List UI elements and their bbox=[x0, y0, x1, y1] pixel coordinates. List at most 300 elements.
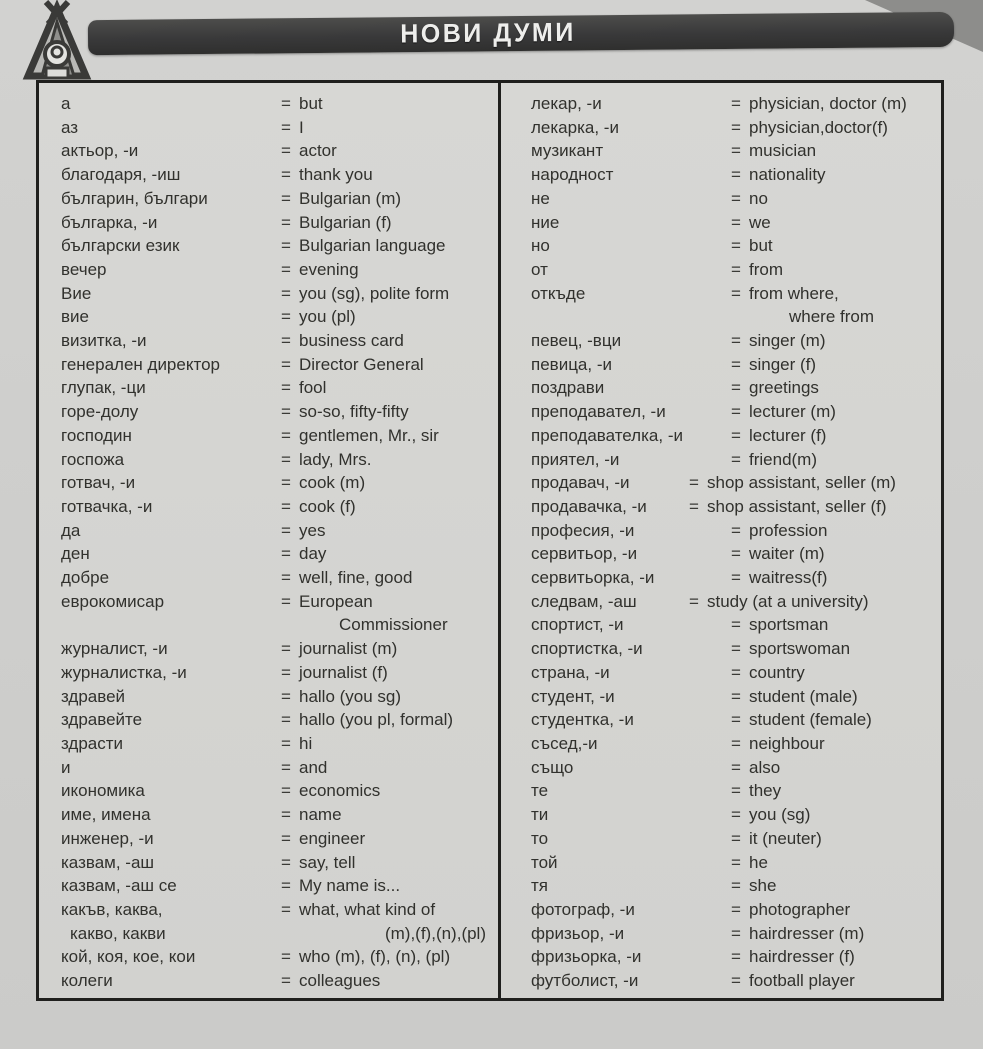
vocab-entry bbox=[531, 282, 937, 329]
equals-sign: = bbox=[281, 662, 291, 682]
vocab-entry bbox=[531, 637, 937, 661]
bulgarian-term: страна, -и bbox=[531, 662, 610, 682]
vocab-entry bbox=[61, 211, 492, 235]
english-translation: fool bbox=[299, 378, 327, 398]
vocab-entry bbox=[531, 566, 937, 590]
english-translation: they bbox=[749, 781, 782, 801]
equals-sign: = bbox=[281, 236, 291, 256]
english-translation: singer (m) bbox=[749, 331, 826, 351]
equals-sign: = bbox=[689, 496, 699, 516]
bulgarian-term-continuation: какво, какви bbox=[70, 923, 166, 943]
equals-sign: = bbox=[731, 686, 741, 706]
equals-sign: = bbox=[281, 852, 291, 872]
bulgarian-term: откъде bbox=[531, 283, 586, 303]
vocab-entry bbox=[61, 874, 492, 898]
english-translation: who (m), (f), (n), (pl) bbox=[299, 947, 451, 967]
vocab-entry bbox=[61, 448, 492, 472]
english-translation: name bbox=[299, 805, 342, 825]
bulgarian-term: сервитьорка, -и bbox=[531, 568, 655, 588]
vocab-entry bbox=[531, 969, 937, 993]
equals-sign: = bbox=[731, 615, 741, 635]
equals-sign: = bbox=[281, 259, 291, 279]
english-translation: journalist (m) bbox=[299, 639, 398, 659]
equals-sign: = bbox=[731, 947, 741, 967]
bulgarian-term: студентка, -и bbox=[531, 710, 634, 730]
bulgarian-term: готвачка, -и bbox=[61, 496, 153, 516]
vocab-entry bbox=[61, 234, 492, 258]
equals-sign: = bbox=[731, 449, 741, 469]
equals-sign: = bbox=[281, 828, 291, 848]
equals-sign: = bbox=[281, 876, 291, 896]
english-translation: greetings bbox=[749, 378, 819, 398]
vocab-entry bbox=[61, 282, 492, 306]
bulgarian-term: сервитьор, -и bbox=[531, 544, 638, 564]
vocab-entry bbox=[61, 139, 492, 163]
english-translation: she bbox=[749, 876, 777, 896]
vocab-entry bbox=[61, 163, 492, 187]
bulgarian-term: съсед,-и bbox=[531, 733, 598, 753]
equals-sign: = bbox=[731, 923, 741, 943]
bulgarian-term: вечер bbox=[61, 259, 107, 279]
english-translation: lecturer (m) bbox=[749, 402, 836, 422]
equals-sign: = bbox=[281, 496, 291, 516]
bulgarian-term: ние bbox=[531, 212, 560, 232]
english-translation: student (male) bbox=[749, 686, 858, 706]
equals-sign: = bbox=[731, 971, 741, 991]
equals-sign: = bbox=[731, 520, 741, 540]
vocab-entry bbox=[61, 305, 492, 329]
vocab-entry bbox=[61, 353, 492, 377]
vocab-entry bbox=[61, 258, 492, 282]
vocab-entry bbox=[531, 139, 937, 163]
vocab-entry bbox=[531, 258, 937, 282]
vocab-entry bbox=[531, 590, 937, 614]
vocab-entry bbox=[531, 400, 937, 424]
vocab-entry bbox=[61, 945, 492, 969]
equals-sign: = bbox=[731, 544, 741, 564]
bulgarian-term: аз bbox=[61, 117, 79, 137]
vocab-entry bbox=[61, 708, 492, 732]
vocab-entry bbox=[531, 732, 937, 756]
equals-sign: = bbox=[281, 757, 291, 777]
bulgarian-term: и bbox=[61, 757, 71, 777]
english-translation: and bbox=[299, 757, 328, 777]
english-translation: physician, doctor (m) bbox=[749, 94, 907, 113]
english-translation: friend(m) bbox=[749, 449, 818, 469]
bulgarian-term: българин, българи bbox=[61, 188, 208, 208]
bulgarian-term: приятел, -и bbox=[531, 449, 620, 469]
bulgarian-term: музикант bbox=[531, 141, 604, 161]
vocab-entry bbox=[531, 519, 937, 543]
bulgarian-term: икономика bbox=[61, 781, 145, 801]
bulgarian-term: лекар, -и bbox=[531, 94, 602, 113]
bulgarian-term: народност bbox=[531, 165, 614, 185]
vocab-entry bbox=[531, 353, 937, 377]
english-translation: say, tell bbox=[299, 852, 356, 872]
english-translation: day bbox=[299, 544, 327, 564]
equals-sign: = bbox=[731, 212, 741, 232]
vocab-entry bbox=[61, 732, 492, 756]
bulgarian-term: инженер, -и bbox=[61, 828, 154, 848]
english-translation-continuation: where from bbox=[789, 307, 875, 327]
equals-sign: = bbox=[281, 165, 291, 185]
vocab-entry bbox=[61, 329, 492, 353]
vocab-entry bbox=[531, 922, 937, 946]
english-translation: cook (f) bbox=[299, 496, 356, 516]
bulgarian-term: професия, -и bbox=[531, 520, 635, 540]
vocabulary-table bbox=[36, 80, 944, 1001]
english-translation: Bulgarian (m) bbox=[299, 188, 402, 208]
equals-sign: = bbox=[731, 662, 741, 682]
vocab-entry bbox=[61, 851, 492, 875]
bulgarian-term: визитка, -и bbox=[61, 331, 147, 351]
bulgarian-term: госпожа bbox=[61, 449, 125, 469]
equals-sign: = bbox=[281, 686, 291, 706]
equals-sign: = bbox=[281, 117, 291, 137]
equals-sign: = bbox=[731, 259, 741, 279]
vocab-entry bbox=[61, 542, 492, 566]
vocab-entry bbox=[531, 116, 937, 140]
english-translation: evening bbox=[299, 259, 359, 279]
bulgarian-term: здравейте bbox=[61, 710, 143, 730]
bulgarian-term: да bbox=[61, 520, 81, 540]
equals-sign: = bbox=[731, 852, 741, 872]
english-translation: he bbox=[749, 852, 768, 872]
bulgarian-term: преподавателка, -и bbox=[531, 425, 683, 445]
vocab-entry bbox=[531, 945, 937, 969]
bulgarian-term: глупак, -ци bbox=[61, 378, 146, 398]
bulgarian-term: също bbox=[531, 757, 574, 777]
equals-sign: = bbox=[731, 757, 741, 777]
bulgarian-term: кой, коя, кое, кои bbox=[61, 947, 196, 967]
bulgarian-term: фризьорка, -и bbox=[531, 947, 642, 967]
vocab-entry bbox=[531, 803, 937, 827]
bulgarian-term: певец, -вци bbox=[531, 331, 622, 351]
english-translation: what, what kind of (m),(f),(n),(pl) bbox=[299, 898, 492, 945]
vocab-entry bbox=[531, 851, 937, 875]
bulgarian-term: горе-долу bbox=[61, 402, 139, 422]
english-translation: hallo (you sg) bbox=[299, 686, 402, 706]
vocab-entry bbox=[531, 495, 937, 519]
bulgarian-term: актьор, -и bbox=[61, 141, 139, 161]
bulgarian-term: преподавател, -и bbox=[531, 402, 666, 422]
english-translation: business card bbox=[299, 331, 404, 351]
bulgarian-term: спортист, -и bbox=[531, 615, 624, 635]
equals-sign: = bbox=[281, 733, 291, 753]
equals-sign: = bbox=[731, 828, 741, 848]
equals-sign: = bbox=[281, 331, 291, 351]
english-translation: European Commissioner bbox=[299, 590, 492, 637]
english-translation-continuation: (m),(f),(n),(pl) bbox=[384, 923, 486, 943]
bulgarian-term: поздрави bbox=[531, 378, 605, 398]
vocab-entry bbox=[61, 898, 492, 945]
english-translation: economics bbox=[299, 781, 381, 801]
vocab-entry bbox=[61, 756, 492, 780]
bulgarian-term: генерален директор bbox=[61, 354, 220, 374]
vocab-entry bbox=[61, 803, 492, 827]
equals-sign: = bbox=[731, 236, 741, 256]
equals-sign: = bbox=[731, 354, 741, 374]
equals-sign: = bbox=[281, 805, 291, 825]
vocab-entry bbox=[531, 376, 937, 400]
english-translation: from where, where from bbox=[749, 282, 937, 329]
vocab-entry bbox=[531, 471, 937, 495]
vocab-entry bbox=[61, 779, 492, 803]
equals-sign: = bbox=[731, 378, 741, 398]
vocab-entry bbox=[61, 969, 492, 993]
vocab-entry bbox=[61, 519, 492, 543]
english-translation: so-so, fifty-fifty bbox=[299, 402, 409, 422]
bulgarian-term: име, имена bbox=[61, 805, 151, 825]
equals-sign: = bbox=[731, 425, 741, 445]
bulgarian-term: не bbox=[531, 188, 550, 208]
bulgarian-term: продавачка, -и bbox=[531, 496, 647, 516]
english-translation: Director General bbox=[299, 354, 424, 374]
vocab-entry bbox=[531, 211, 937, 235]
equals-sign: = bbox=[281, 899, 291, 919]
equals-sign: = bbox=[281, 283, 291, 303]
equals-sign: = bbox=[281, 449, 291, 469]
equals-sign: = bbox=[731, 733, 741, 753]
english-translation: journalist (f) bbox=[299, 662, 388, 682]
equals-sign: = bbox=[281, 473, 291, 493]
equals-sign: = bbox=[281, 544, 291, 564]
equals-sign: = bbox=[731, 876, 741, 896]
bulgarian-term: студент, -и bbox=[531, 686, 615, 706]
english-translation: student (female) bbox=[749, 710, 872, 730]
english-translation: also bbox=[749, 757, 781, 777]
english-translation: we bbox=[749, 212, 771, 232]
bulgarian-term: ден bbox=[61, 544, 90, 564]
equals-sign: = bbox=[731, 710, 741, 730]
english-translation: you (pl) bbox=[299, 307, 356, 327]
bulgarian-term: български език bbox=[61, 236, 180, 256]
equals-sign: = bbox=[281, 520, 291, 540]
english-translation: football player bbox=[749, 971, 855, 991]
page-title: НОВИ ДУМИ bbox=[400, 17, 576, 49]
equals-sign: = bbox=[731, 117, 741, 137]
vocab-entry bbox=[531, 187, 937, 211]
equals-sign: = bbox=[731, 781, 741, 801]
vocab-entry bbox=[531, 542, 937, 566]
equals-sign: = bbox=[731, 165, 741, 185]
vocab-entry bbox=[61, 471, 492, 495]
vocab-entry bbox=[531, 163, 937, 187]
equals-sign: = bbox=[731, 283, 741, 303]
vocab-entry bbox=[531, 827, 937, 851]
vocab-entry bbox=[531, 756, 937, 780]
vocab-entry bbox=[531, 685, 937, 709]
bulgarian-term: следвам, -аш bbox=[531, 591, 637, 611]
english-translation: from bbox=[749, 259, 783, 279]
english-translation: study (at a university) bbox=[707, 591, 869, 611]
equals-sign: = bbox=[731, 568, 741, 588]
bulgarian-term: той bbox=[531, 852, 558, 872]
equals-sign: = bbox=[731, 639, 741, 659]
english-translation: musician bbox=[749, 141, 817, 161]
english-translation: waiter (m) bbox=[749, 544, 825, 564]
vocab-entry bbox=[61, 424, 492, 448]
bulgarian-term: ти bbox=[531, 805, 549, 825]
english-translation: profession bbox=[749, 520, 828, 540]
vocab-entry bbox=[531, 661, 937, 685]
equals-sign: = bbox=[281, 402, 291, 422]
vocab-entry bbox=[531, 898, 937, 922]
vocab-entry bbox=[61, 661, 492, 685]
english-translation: you (sg), polite form bbox=[299, 283, 450, 303]
bulgarian-term: готвач, -и bbox=[61, 473, 136, 493]
english-translation: yes bbox=[299, 520, 326, 540]
english-translation: country bbox=[749, 662, 805, 682]
bulgarian-term: добре bbox=[61, 568, 110, 588]
bulgarian-term: спортистка, -и bbox=[531, 639, 643, 659]
vocab-entry bbox=[61, 116, 492, 140]
vocab-entry bbox=[61, 566, 492, 590]
english-translation: hairdresser (f) bbox=[749, 947, 855, 967]
vocab-entry bbox=[61, 685, 492, 709]
bulgarian-term: футболист, -и bbox=[531, 971, 639, 991]
vocab-entry bbox=[61, 376, 492, 400]
english-translation: I bbox=[299, 117, 304, 137]
equals-sign: = bbox=[731, 331, 741, 351]
english-translation: cook (m) bbox=[299, 473, 366, 493]
english-translation: sportswoman bbox=[749, 639, 851, 659]
section-banner bbox=[88, 12, 954, 55]
bulgarian-term: казвам, -аш bbox=[61, 852, 155, 872]
equals-sign: = bbox=[281, 141, 291, 161]
vocab-entry bbox=[61, 400, 492, 424]
vocab-entry bbox=[531, 424, 937, 448]
english-translation: shop assistant, seller (f) bbox=[707, 496, 887, 516]
bulgarian-term: журналистка, -и bbox=[61, 662, 187, 682]
equals-sign: = bbox=[731, 899, 741, 919]
equals-sign: = bbox=[281, 354, 291, 374]
bulgarian-term: а bbox=[61, 94, 71, 113]
equals-sign: = bbox=[281, 307, 291, 327]
bulgarian-term: те bbox=[531, 781, 549, 801]
vocab-entry bbox=[61, 827, 492, 851]
bulgarian-term: то bbox=[531, 828, 549, 848]
equals-sign: = bbox=[281, 568, 291, 588]
equals-sign: = bbox=[281, 781, 291, 801]
english-translation: waitress(f) bbox=[749, 568, 828, 588]
english-translation: My name is... bbox=[299, 876, 401, 896]
equals-sign: = bbox=[731, 805, 741, 825]
english-translation: Bulgarian (f) bbox=[299, 212, 392, 232]
english-translation: well, fine, good bbox=[299, 568, 413, 588]
bulgarian-term: господин bbox=[61, 425, 132, 445]
english-translation: but bbox=[749, 236, 773, 256]
english-translation: nationality bbox=[749, 165, 826, 185]
english-translation: colleagues bbox=[299, 971, 381, 991]
vocab-entry bbox=[61, 637, 492, 661]
vocab-entry bbox=[531, 234, 937, 258]
vocab-entry bbox=[531, 448, 937, 472]
vocab-entry bbox=[531, 92, 937, 116]
bulgarian-term: продавач, -и bbox=[531, 473, 630, 493]
english-translation: lady, Mrs. bbox=[299, 449, 372, 469]
english-translation: but bbox=[299, 94, 323, 113]
english-translation: physician,doctor(f) bbox=[749, 117, 888, 137]
bulgarian-term: певица, -и bbox=[531, 354, 612, 374]
english-translation: hairdresser (m) bbox=[749, 923, 865, 943]
english-translation: sportsman bbox=[749, 615, 829, 635]
equals-sign: = bbox=[731, 188, 741, 208]
vocab-entry bbox=[61, 590, 492, 637]
equals-sign: = bbox=[281, 947, 291, 967]
vocab-entry bbox=[531, 708, 937, 732]
bulgarian-term: казвам, -аш се bbox=[61, 876, 177, 896]
bulgarian-term: но bbox=[531, 236, 550, 256]
bulgarian-term: фотограф, -и bbox=[531, 899, 635, 919]
bulgarian-term: благодаря, -иш bbox=[61, 165, 181, 185]
english-translation: thank you bbox=[299, 165, 373, 185]
bulgarian-term: тя bbox=[531, 876, 548, 896]
bulgarian-term: здрасти bbox=[61, 733, 124, 753]
english-translation: shop assistant, seller (m) bbox=[707, 473, 896, 493]
equals-sign: = bbox=[281, 425, 291, 445]
vocab-entry bbox=[61, 495, 492, 519]
english-translation: hi bbox=[299, 733, 313, 753]
english-translation-continuation: Commissioner bbox=[339, 615, 448, 635]
bulgarian-term: здравей bbox=[61, 686, 126, 706]
vocab-entry bbox=[531, 329, 937, 353]
equals-sign: = bbox=[281, 971, 291, 991]
equals-sign: = bbox=[281, 378, 291, 398]
bulgarian-term: българка, -и bbox=[61, 212, 158, 232]
bulgarian-term: журналист, -и bbox=[61, 639, 168, 659]
english-translation: you (sg) bbox=[749, 805, 811, 825]
equals-sign: = bbox=[281, 212, 291, 232]
equals-sign: = bbox=[731, 402, 741, 422]
equals-sign: = bbox=[281, 710, 291, 730]
equals-sign: = bbox=[281, 639, 291, 659]
bulgarian-term: колеги bbox=[61, 971, 113, 991]
vocab-entry bbox=[531, 874, 937, 898]
bulgarian-term: от bbox=[531, 259, 548, 279]
english-translation: photographer bbox=[749, 899, 851, 919]
vocab-entry bbox=[61, 187, 492, 211]
english-translation: no bbox=[749, 188, 768, 208]
bulgarian-term: Вие bbox=[61, 283, 92, 303]
equals-sign: = bbox=[731, 94, 741, 113]
equals-sign: = bbox=[281, 188, 291, 208]
english-translation: it (neuter) bbox=[749, 828, 822, 848]
equals-sign: = bbox=[281, 591, 291, 611]
vocab-entry bbox=[531, 779, 937, 803]
equals-sign: = bbox=[281, 94, 291, 113]
equals-sign: = bbox=[731, 141, 741, 161]
bulgarian-term: лекарка, -и bbox=[531, 117, 619, 137]
bulgarian-term: вие bbox=[61, 307, 89, 327]
bulgarian-term: еврокомисар bbox=[61, 591, 165, 611]
english-translation: engineer bbox=[299, 828, 366, 848]
english-translation: lecturer (f) bbox=[749, 425, 827, 445]
english-translation: singer (f) bbox=[749, 354, 817, 374]
equals-sign: = bbox=[689, 591, 699, 611]
bulgarian-term: фризьор, -и bbox=[531, 923, 625, 943]
english-translation: gentlemen, Mr., sir bbox=[299, 425, 439, 445]
bulgarian-term: какъв, каква, какво, какви bbox=[61, 898, 281, 945]
vocab-column-right bbox=[501, 83, 941, 998]
english-translation: Bulgarian language bbox=[299, 236, 446, 256]
vocab-entry bbox=[61, 92, 492, 116]
english-translation: actor bbox=[299, 141, 337, 161]
vocab-column-left bbox=[39, 83, 501, 998]
english-translation: neighbour bbox=[749, 733, 825, 753]
vocab-entry bbox=[531, 613, 937, 637]
english-translation: hallo (you pl, formal) bbox=[299, 710, 454, 730]
